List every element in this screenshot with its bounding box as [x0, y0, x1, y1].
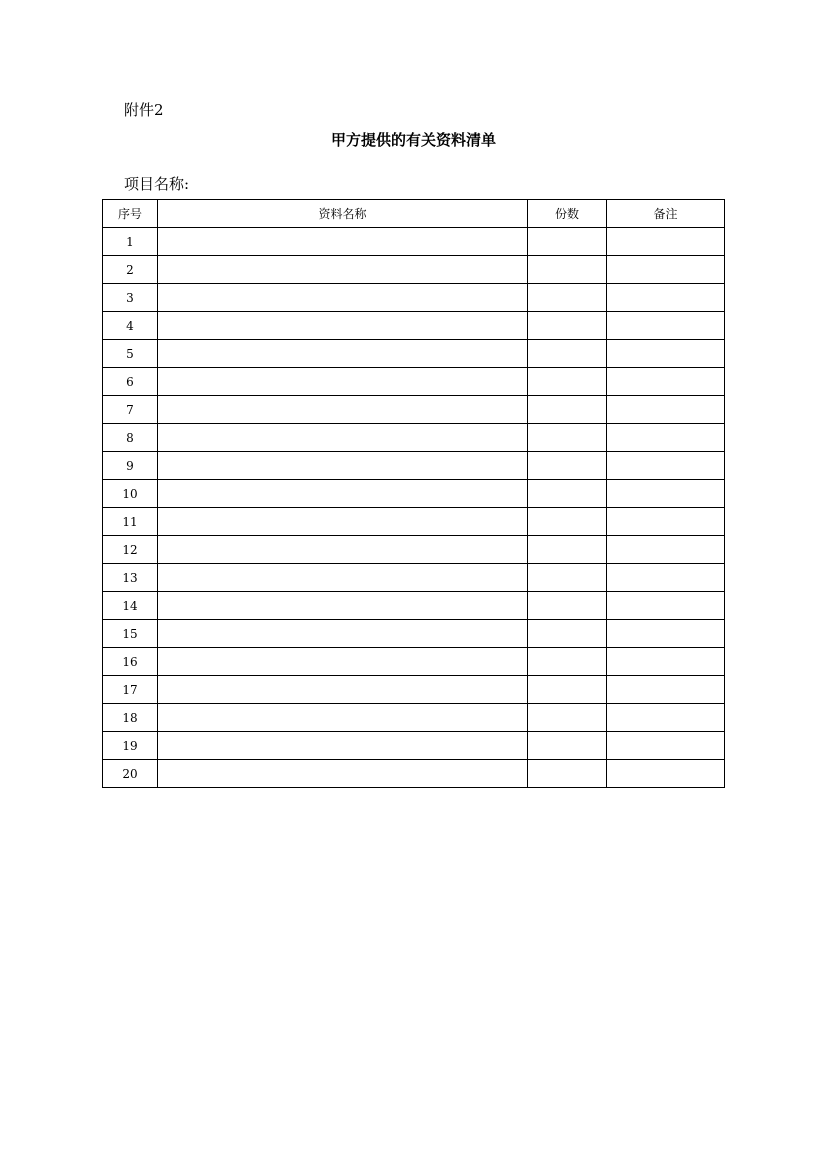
- cell-material-name: [158, 396, 528, 424]
- cell-copies: [528, 760, 607, 788]
- cell-copies: [528, 452, 607, 480]
- table-row: [103, 396, 725, 424]
- cell-copies: [528, 284, 607, 312]
- table-body: [103, 228, 725, 788]
- materials-table: [102, 199, 725, 788]
- table-header-row: [103, 200, 725, 228]
- cell-remarks: [607, 676, 725, 704]
- cell-remarks: [607, 704, 725, 732]
- cell-remarks: [607, 256, 725, 284]
- table-row: [103, 648, 725, 676]
- cell-material-name: [158, 620, 528, 648]
- cell-remarks: [607, 480, 725, 508]
- cell-material-name: [158, 424, 528, 452]
- cell-serial-number: 17: [103, 676, 158, 704]
- table-row: [103, 592, 725, 620]
- cell-remarks: [607, 340, 725, 368]
- cell-material-name: [158, 480, 528, 508]
- cell-material-name: [158, 508, 528, 536]
- cell-remarks: [607, 284, 725, 312]
- cell-material-name: [158, 676, 528, 704]
- cell-serial-number: 11: [103, 508, 158, 536]
- cell-remarks: [607, 592, 725, 620]
- cell-material-name: [158, 592, 528, 620]
- cell-remarks: [607, 424, 725, 452]
- cell-remarks: [607, 732, 725, 760]
- cell-copies: [528, 368, 607, 396]
- cell-serial-number: 6: [103, 368, 158, 396]
- cell-material-name: [158, 704, 528, 732]
- cell-copies: [528, 340, 607, 368]
- cell-copies: [528, 480, 607, 508]
- cell-serial-number: 1: [103, 228, 158, 256]
- cell-serial-number: 5: [103, 340, 158, 368]
- page-title: 甲方提供的有关资料清单: [330, 131, 496, 149]
- table-row: [103, 620, 725, 648]
- header-copies: 份数: [528, 200, 607, 228]
- cell-serial-number: 8: [103, 424, 158, 452]
- cell-copies: [528, 508, 607, 536]
- cell-remarks: [607, 564, 725, 592]
- cell-copies: [528, 256, 607, 284]
- cell-serial-number: 3: [103, 284, 158, 312]
- project-name-label: 项目名称:: [124, 175, 190, 193]
- cell-remarks: [607, 228, 725, 256]
- table-row: [103, 704, 725, 732]
- table-row: [103, 732, 725, 760]
- cell-material-name: [158, 452, 528, 480]
- cell-remarks: [607, 760, 725, 788]
- cell-copies: [528, 704, 607, 732]
- cell-serial-number: 7: [103, 396, 158, 424]
- cell-material-name: [158, 732, 528, 760]
- cell-material-name: [158, 368, 528, 396]
- cell-remarks: [607, 536, 725, 564]
- cell-material-name: [158, 228, 528, 256]
- cell-remarks: [607, 452, 725, 480]
- cell-serial-number: 12: [103, 536, 158, 564]
- table-row: [103, 508, 725, 536]
- cell-serial-number: 10: [103, 480, 158, 508]
- table-row: [103, 480, 725, 508]
- cell-serial-number: 19: [103, 732, 158, 760]
- cell-serial-number: 15: [103, 620, 158, 648]
- cell-copies: [528, 424, 607, 452]
- cell-serial-number: 16: [103, 648, 158, 676]
- header-remarks: 备注: [607, 200, 725, 228]
- cell-material-name: [158, 256, 528, 284]
- table-row: [103, 564, 725, 592]
- table-row: [103, 284, 725, 312]
- cell-serial-number: 18: [103, 704, 158, 732]
- cell-serial-number: 4: [103, 312, 158, 340]
- cell-material-name: [158, 340, 528, 368]
- attachment-label: 附件2: [124, 101, 164, 119]
- table-row: [103, 368, 725, 396]
- cell-copies: [528, 228, 607, 256]
- cell-serial-number: 20: [103, 760, 158, 788]
- cell-material-name: [158, 536, 528, 564]
- table-row: [103, 452, 725, 480]
- table-row: [103, 424, 725, 452]
- cell-remarks: [607, 508, 725, 536]
- cell-copies: [528, 536, 607, 564]
- cell-serial-number: 14: [103, 592, 158, 620]
- cell-serial-number: 2: [103, 256, 158, 284]
- cell-material-name: [158, 564, 528, 592]
- cell-copies: [528, 312, 607, 340]
- table-row: [103, 256, 725, 284]
- cell-copies: [528, 592, 607, 620]
- cell-remarks: [607, 312, 725, 340]
- cell-copies: [528, 676, 607, 704]
- cell-copies: [528, 564, 607, 592]
- cell-copies: [528, 396, 607, 424]
- table-row: [103, 228, 725, 256]
- table-row: [103, 340, 725, 368]
- cell-remarks: [607, 648, 725, 676]
- table-row: [103, 760, 725, 788]
- cell-copies: [528, 648, 607, 676]
- cell-material-name: [158, 284, 528, 312]
- cell-remarks: [607, 368, 725, 396]
- cell-serial-number: 13: [103, 564, 158, 592]
- table-row: [103, 536, 725, 564]
- header-serial-number: 序号: [103, 200, 158, 228]
- table-row: [103, 676, 725, 704]
- cell-material-name: [158, 312, 528, 340]
- cell-serial-number: 9: [103, 452, 158, 480]
- header-material-name: 资料名称: [158, 200, 528, 228]
- table-row: [103, 312, 725, 340]
- cell-copies: [528, 620, 607, 648]
- cell-material-name: [158, 760, 528, 788]
- cell-remarks: [607, 620, 725, 648]
- cell-copies: [528, 732, 607, 760]
- cell-remarks: [607, 396, 725, 424]
- cell-material-name: [158, 648, 528, 676]
